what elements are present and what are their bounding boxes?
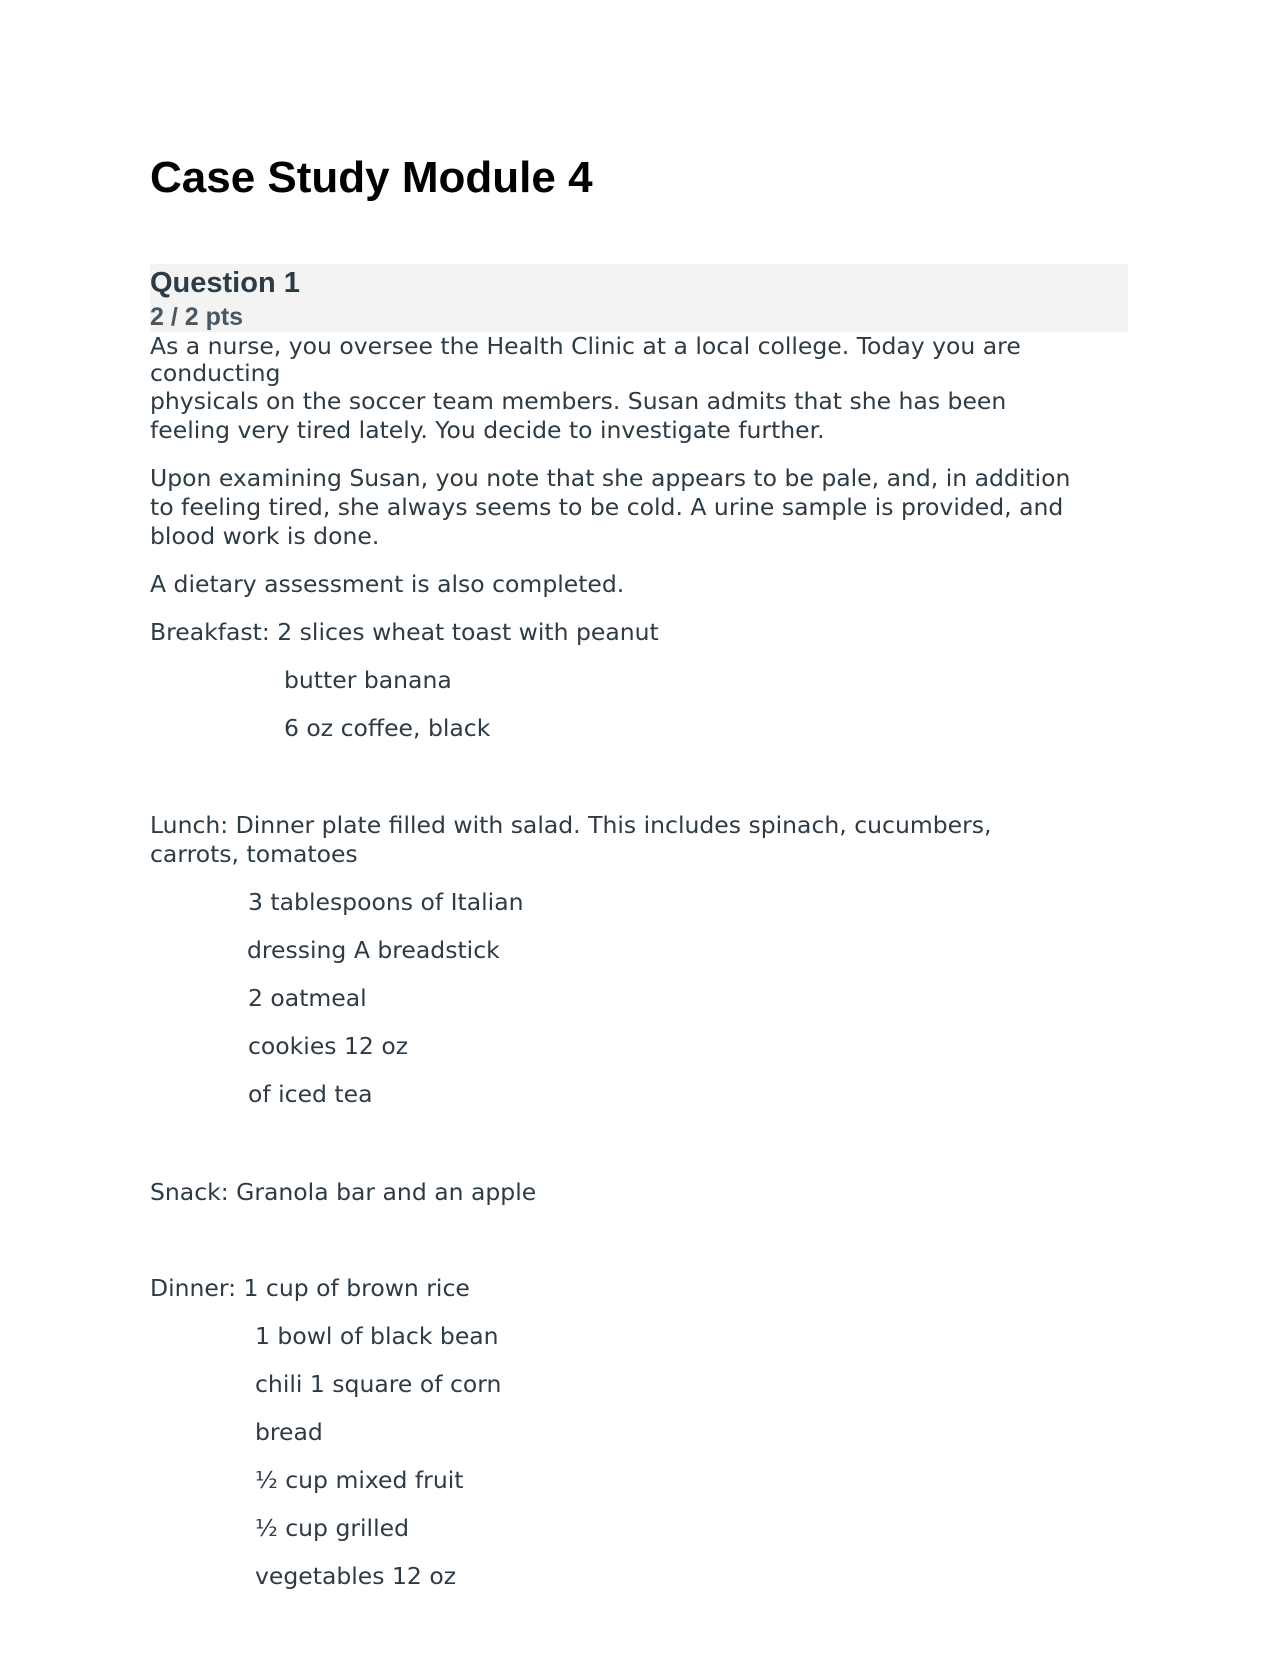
dinner-line: chili 1 square of corn [255, 1370, 502, 1398]
snack-line: Snack: Granola bar and an apple [150, 1178, 537, 1206]
lunch-line: of iced tea [248, 1080, 373, 1108]
dinner-line: bread [255, 1418, 323, 1446]
lunch-line: cookies 12 oz [248, 1032, 409, 1060]
intro-line: feeling very tired lately. You decide to investigate further. [150, 416, 825, 444]
dinner-line: ½ cup grilled [255, 1514, 409, 1542]
diet-line: A dietary assessment is also completed. [150, 570, 625, 598]
dinner-line: 1 bowl of black bean [255, 1322, 499, 1350]
intro-line: conducting [150, 359, 281, 387]
breakfast-line: Breakfast: 2 slices wheat toast with peanut [150, 618, 659, 646]
intro-line: physicals on the soccer team members. Susan admits that she has been [150, 387, 1007, 415]
dinner-line: ½ cup mixed fruit [255, 1466, 464, 1494]
breakfast-line: 6 oz coffee, black [284, 714, 491, 742]
lunch-line: 2 oatmeal [248, 984, 367, 1012]
intro-line: As a nurse, you oversee the Health Clinic at a local college. Today you are [150, 332, 1021, 360]
exam-line: Upon examining Susan, you note that she appears to be pale, and, in addition [150, 464, 1071, 492]
question-label: Question 1 [150, 267, 300, 299]
lunch-line: 3 tablespoons of Italian [248, 888, 524, 916]
exam-line: to feeling tired, she always seems to be cold. A urine sample is provided, and [150, 493, 1064, 521]
exam-line: blood work is done. [150, 522, 380, 550]
dinner-line: vegetables 12 oz [255, 1562, 457, 1590]
dinner-line: Dinner: 1 cup of brown rice [150, 1274, 470, 1302]
breakfast-line: butter banana [284, 666, 452, 694]
lunch-line: Lunch: Dinner plate filled with salad. This includes spinach, cucumbers, [150, 811, 992, 839]
page-title: Case Study Module 4 [150, 153, 593, 202]
question-points: 2 / 2 pts [150, 303, 244, 331]
lunch-line: dressing A breadstick [247, 936, 500, 964]
lunch-line: carrots, tomatoes [150, 840, 358, 868]
